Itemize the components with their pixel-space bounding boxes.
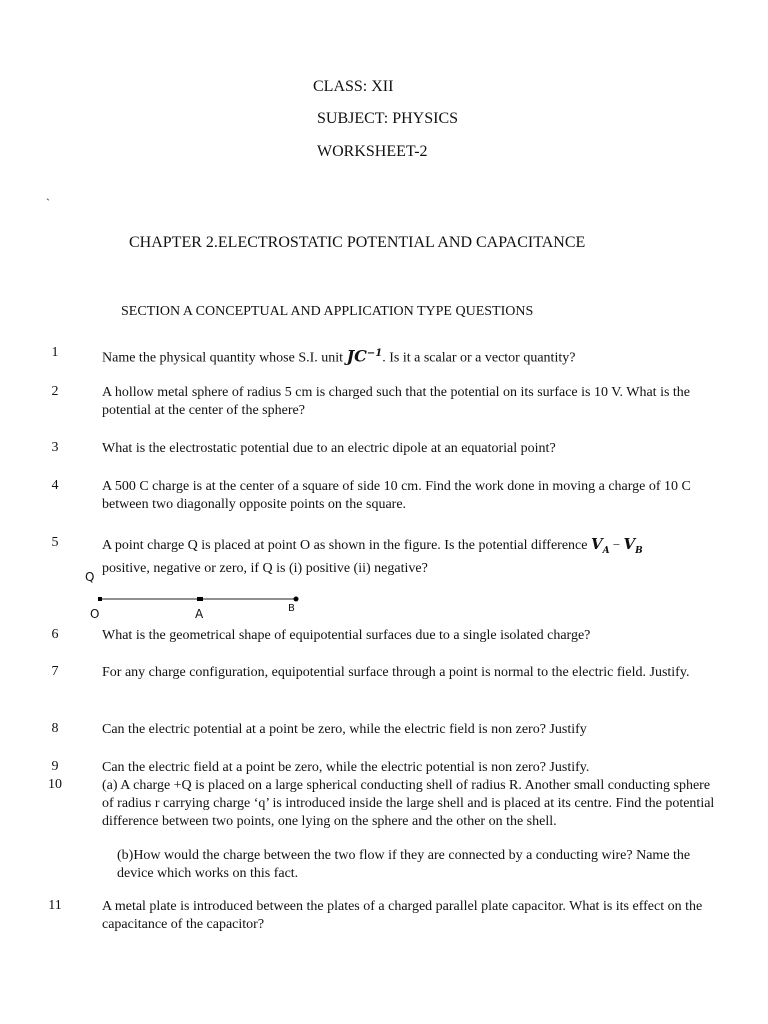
point-o-marker <box>98 597 102 601</box>
question-text: For any charge configuration, equipotential surface through a point is normal to the electric field. Justify. <box>102 665 690 680</box>
question-number: 7 <box>51 664 59 679</box>
unit-exponent: −1 <box>366 348 383 359</box>
question-text: What is the geometrical shape of equipotential surfaces due to a single isolated charge? <box>102 628 591 643</box>
question-text: A hollow metal sphere of radius 5 cm is charged such that the potential on its surface is 10 V. What is the potential at the center of the sphere? <box>102 385 691 418</box>
figure-label-a: A <box>195 607 204 621</box>
minus-sign: − <box>609 537 624 552</box>
stray-mark: ` <box>46 196 50 210</box>
subject-line: SUBJECT: PHYSICS <box>317 110 459 127</box>
question-subpart-text: (b)How would the charge between the two flow if they are connected by a conducting wire? Name the device which works on this fact. <box>117 848 691 881</box>
question-text: (a) A charge +Q is placed on a large spherical conducting shell of radius R. Another small conducting sphere of radius r carrying charge ‘q’ is introduced inside the large shell and is placed at its centre. Find the potential difference between two points, one lying on the sphere and the other on the shell. <box>102 778 715 829</box>
question-text <box>102 345 718 368</box>
figure-label-q: Q <box>85 570 95 584</box>
question-text-part: . Is it a scalar or a vector quantity? <box>382 350 576 366</box>
question-number: 6 <box>51 627 59 642</box>
point-b-marker <box>294 597 299 602</box>
potential-va-subscript: A <box>602 545 610 556</box>
potential-vb-subscript: B <box>635 545 643 556</box>
question-text: Can the electric potential at a point be zero, while the electric field is non zero? Justify <box>102 722 587 737</box>
charge-line-figure <box>80 568 320 624</box>
question-text: Can the electric field at a point be zero, while the electric potential is non zero? Justify. <box>102 760 590 775</box>
question-text: A metal plate is introduced between the plates of a charged parallel plate capacitor. What is its effect on the capacitance of the capacitor? <box>102 899 703 932</box>
unit-symbol: JC <box>346 346 367 366</box>
question-number: 4 <box>51 478 59 493</box>
figure-label-b: B <box>288 603 295 614</box>
question-number: 11 <box>48 898 62 913</box>
question-number: 2 <box>51 384 59 399</box>
question-number: 1 <box>51 345 59 360</box>
question-text: A 500 C charge is at the center of a square of side 10 cm. Find the work done in moving a charge of 10 C between two diagonally opposite points on the square. <box>102 479 691 512</box>
question-text-part: positive, negative or zero, if Q is (i) positive (ii) negative? <box>102 560 428 576</box>
section-title: SECTION A CONCEPTUAL AND APPLICATION TYPE QUESTIONS <box>121 304 534 319</box>
point-a-marker <box>197 597 203 601</box>
question-number: 8 <box>51 721 59 736</box>
potential-vb: V <box>623 535 636 553</box>
question-number: 5 <box>51 535 59 550</box>
figure-label-o: O <box>90 607 100 621</box>
class-line: CLASS: XII <box>313 78 394 95</box>
chapter-title: CHAPTER 2.ELECTROSTATIC POTENTIAL AND CAPACITANCE <box>129 234 586 251</box>
question-number: 9 <box>51 759 59 774</box>
potential-va: V <box>590 535 603 553</box>
worksheet-line: WORKSHEET-2 <box>317 143 428 160</box>
question-text-part: Name the physical quantity whose S.I. unit <box>102 350 347 366</box>
question-text-part: A point charge Q is placed at point O as shown in the figure. Is the potential difference <box>102 538 591 553</box>
question-number: 3 <box>51 440 59 455</box>
question-number: 10 <box>48 777 62 792</box>
question-text: What is the electrostatic potential due to an electric dipole at an equatorial point? <box>102 441 556 456</box>
